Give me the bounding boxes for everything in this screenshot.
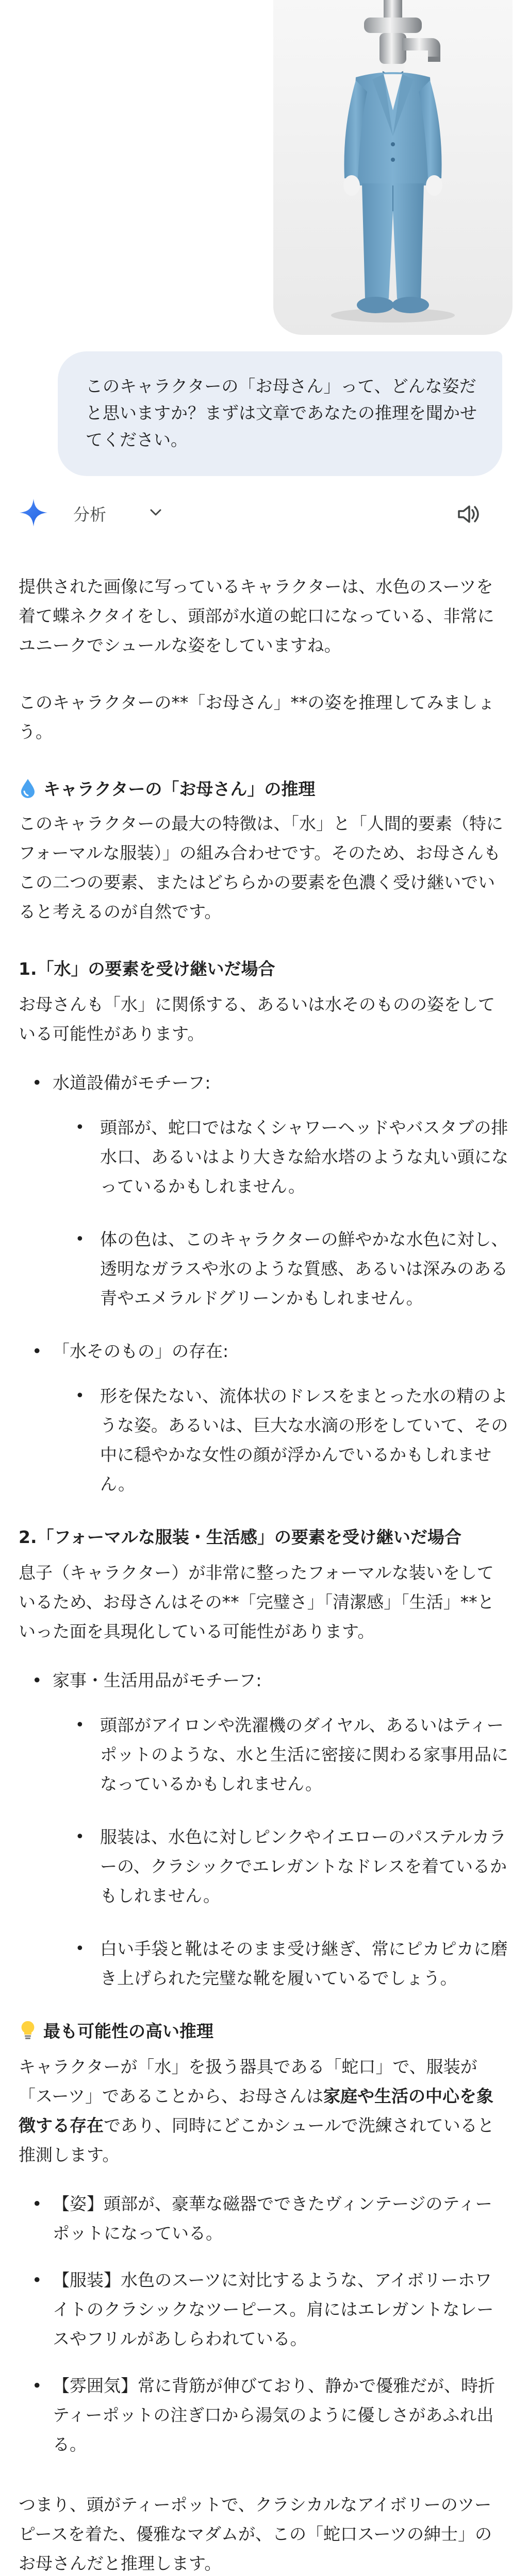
part2-list [19, 1666, 508, 1993]
list-item: • 頭部がアイロンや洗濯機のダイヤル、あるいはティーポットのような、水と生活に密接に関わる家事用品になっているかもしれません。 [53, 1710, 508, 1799]
item-text: 水色のスーツに対比するような、アイボリーホワイトのクラシックなツーピース。肩にはエレガントなレースやフリルがあしらわれている。 [53, 2270, 494, 2349]
section-heading [19, 774, 508, 804]
sub-list [53, 1710, 508, 1993]
conclusion-text-b: であり、同時にどこかシュールで洗練されていると推測します。 [19, 2115, 494, 2165]
list-item [19, 2265, 508, 2353]
sub-list [53, 1381, 508, 1499]
faucet-suit-character-illustration [273, 0, 513, 335]
item-tag: 【雰囲気】 [53, 2376, 138, 2396]
item-tag: 【服装】 [53, 2270, 121, 2290]
part1-intro: お母さんも「水」に関係する、あるいは水そのものの姿をしている可能性があります。 [19, 994, 495, 1044]
bullet-label: 水道設備がモチーフ: [53, 1073, 211, 1093]
speaker-icon[interactable] [455, 501, 482, 528]
response-summary: つまり、頭がティーポットで、クラシカルなアイボリーのツーピースを着た、優雅なマダムが、この「蛇口スーツの紳士」のお母さんだと推理します。 [19, 2495, 492, 2573]
response-intro: 提供された画像に写っているキャラクターは、水色のスーツを着て蝶ネクタイをし、頭部が水道の蛇口になっている、非常にユニークでシュールな姿をしていますね。 [19, 577, 494, 655]
part2-title: 2.「フォーマルな服装・生活感」の要素を受け継いだ場合 [19, 1527, 461, 1547]
item-text: 常に背筋が伸びており、静かで優雅だが、時折ティーポットの注ぎ口から湯気のように優しさがあふれ出る。 [53, 2376, 495, 2454]
list-item [19, 2371, 508, 2459]
lightbulb-icon [19, 2020, 37, 2040]
section-title: キャラクターの「お母さん」の推理 [43, 779, 316, 799]
gemini-spark-icon [19, 498, 48, 528]
response-body [19, 572, 508, 2576]
list-item: • 体の色は、このキャラクターの鮮やかな水色に対し、透明なガラスや氷のような質感、あるいは深みのある青やエメラルドグリーンかもしれません。 [53, 1225, 508, 1313]
section-intro: このキャラクターの最大の特徴は、「水」と「人間的要素（特にフォーマルな服装）」の組み合わせです。そのため、お母さんもこの二つの要素、またはどちらかの要素を色濃く受け継いでいると考えるのが自然です。 [19, 814, 503, 922]
list-item: • 形を保たない、流体状のドレスをまとった水の精のような姿。あるいは、巨大な水滴の形をしていて、その中に穏やかな女性の顔が浮かんでいるかもしれません。 [53, 1381, 508, 1499]
part1-list [19, 1068, 508, 1499]
droplet-icon [19, 777, 37, 798]
conclusion-title: 最も可能性の高い推理 [43, 2021, 213, 2041]
user-message-bubble [58, 351, 502, 476]
list-item [19, 1068, 508, 1313]
user-message-text: このキャラクターの「お母さん」って、どんな姿だと思いますか？まずは文章であなたの推理を聞かせてください。 [86, 376, 477, 450]
list-item [19, 1666, 508, 1993]
bullet-label: 家事・生活用品がモチーフ: [53, 1670, 262, 1690]
list-item: • 白い手袋と靴はそのまま受け継ぎ、常にピカピカに磨き上げられた完璧な靴を履いているでしょう。 [53, 1934, 508, 1993]
bullet-label: 「水そのもの」の存在: [53, 1341, 229, 1361]
list-item [19, 2189, 508, 2248]
part2-intro: 息子（キャラクター）が非常に整ったフォーマルな装いをしているため、お母さんはその**「完璧さ」「清潔感」「生活」**といった面を具現化している可能性があります。 [19, 1563, 494, 1641]
response-lead: このキャラクターの**「お母さん」**の姿を推理してみましょう。 [19, 692, 495, 742]
conclusion-list [19, 2189, 508, 2459]
conclusion-text-a: キャラクターが「水」を扱う器具である「蛇口」で、服装が「スーツ」であることから、お母さんは [19, 2057, 477, 2106]
item-tag: 【姿】 [53, 2194, 104, 2214]
uploaded-image[interactable] [273, 0, 513, 335]
list-item: • 頭部が、蛇口ではなくシャワーヘッドやバスタブの排水口、あるいはより大きな給水塔のような丸い頭になっているかもしれません。 [53, 1113, 508, 1201]
list-item: • 服装は、水色に対しピンクやイエローのパステルカラーの、クラシックでエレガントなドレスを着ているかもしれません。 [53, 1822, 508, 1910]
sub-list [53, 1113, 508, 1313]
item-text: 頭部が、豪華な磁器でできたヴィンテージのティーポットになっている。 [53, 2194, 492, 2243]
conclusion-text [19, 2052, 508, 2170]
conclusion-text-bold: 家庭や生活の中心を象徴する存在 [19, 2086, 494, 2136]
conclusion-heading [19, 2016, 508, 2046]
part1-title: 1.「水」の要素を受け継いだ場合 [19, 959, 275, 979]
chevron-down-icon[interactable] [147, 504, 164, 520]
response-header [19, 495, 514, 531]
mode-label[interactable]: 分析 [73, 505, 107, 524]
list-item [19, 1336, 508, 1499]
